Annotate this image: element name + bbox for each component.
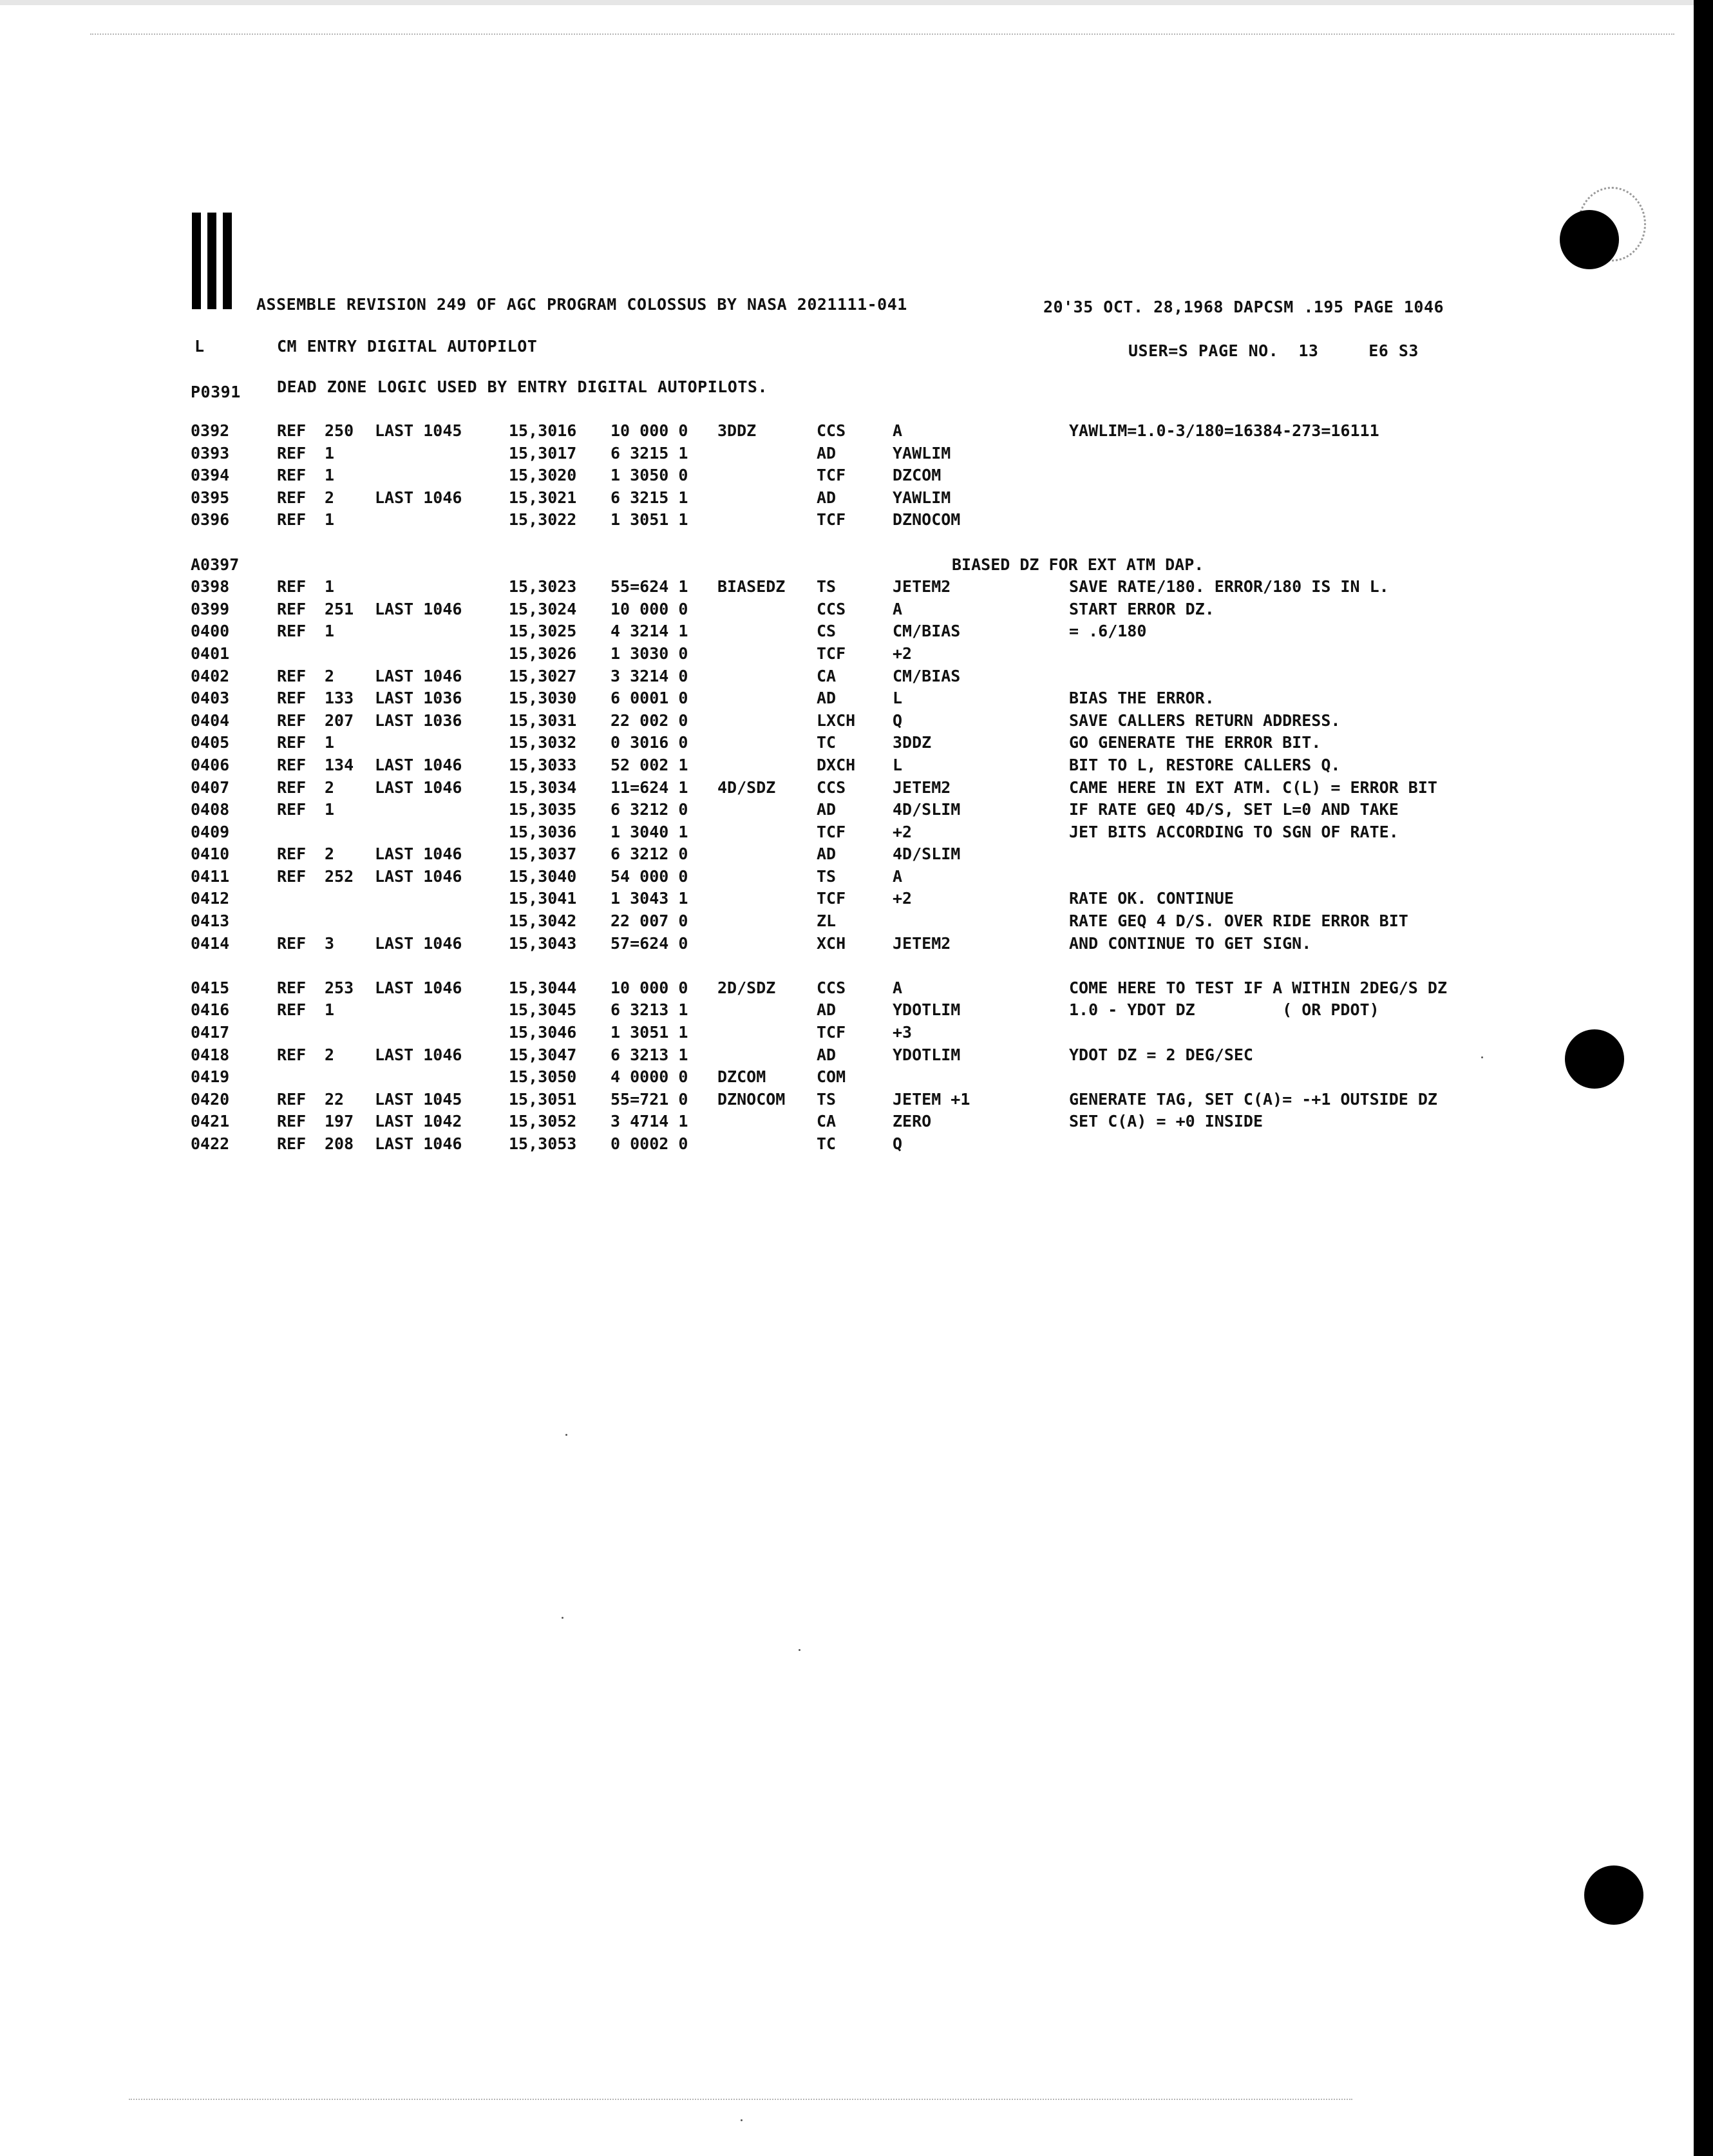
cell-operand: YAWLIM xyxy=(893,488,951,507)
cell-ref: REF xyxy=(277,577,307,596)
cell-code: 4 3214 1 xyxy=(610,622,688,641)
cell-operand: +3 xyxy=(893,1023,913,1042)
cell-code: 3 3214 0 xyxy=(610,666,688,685)
listing-row xyxy=(191,464,1543,487)
cell-code: 6 3213 1 xyxy=(610,1000,688,1020)
cell-line: 0416 xyxy=(191,1000,230,1020)
cell-addr: 15,3037 xyxy=(509,844,577,864)
cell-code: 22 007 0 xyxy=(610,911,688,931)
cell-operand: YDOTLIM xyxy=(893,1000,961,1020)
cell-addr: 15,3033 xyxy=(509,755,577,774)
listing-row xyxy=(191,443,1543,465)
scan-noise-bottom xyxy=(129,2099,1352,2100)
cell-refno: 197 xyxy=(325,1112,354,1131)
cell-op: AD xyxy=(817,689,837,708)
cell-ref: REF xyxy=(277,800,307,819)
scan-speck xyxy=(565,1434,567,1436)
cell-label: 3DDZ xyxy=(717,421,757,440)
cell-ref: REF xyxy=(277,510,307,529)
cell-line: 0393 xyxy=(191,443,230,463)
listing-row xyxy=(191,620,1543,643)
listing-row xyxy=(191,888,1543,910)
cell-op: CCS xyxy=(817,777,846,797)
listing-row xyxy=(191,710,1543,732)
cell-comment: COME HERE TO TEST IF A WITHIN 2DEG/S DZ xyxy=(1069,978,1447,997)
cell-op: LXCH xyxy=(817,711,856,730)
cell-line: 0402 xyxy=(191,666,230,685)
cell-code: 1 3051 1 xyxy=(610,510,688,529)
cell-op: CA xyxy=(817,666,837,685)
listing-row xyxy=(191,866,1543,888)
cell-operand: CM/BIAS xyxy=(893,622,961,641)
cell-comment: BIAS THE ERROR. xyxy=(1069,689,1215,708)
cell-addr: 15,3051 xyxy=(509,1089,577,1109)
listing-row xyxy=(191,665,1543,688)
cell-comment: SAVE RATE/180. ERROR/180 IS IN L. xyxy=(1069,577,1389,596)
cell-op: AD xyxy=(817,488,837,507)
cell-comment: YAWLIM=1.0-3/180=16384-273=16111 xyxy=(1069,421,1379,440)
cell-line: 0410 xyxy=(191,844,230,864)
listing-row xyxy=(191,732,1543,754)
cell-line: 0394 xyxy=(191,466,230,485)
cell-code: 3 4714 1 xyxy=(610,1112,688,1131)
cell-addr: 15,3020 xyxy=(509,466,577,485)
cell-operand: DZNOCOM xyxy=(893,510,961,529)
section-comment: BIASED DZ FOR EXT ATM DAP. xyxy=(952,555,1204,574)
listing-row xyxy=(191,999,1543,1022)
cell-last: LAST 1046 xyxy=(375,755,462,774)
cell-comment: JET BITS ACCORDING TO SGN OF RATE. xyxy=(1069,822,1399,841)
cell-code: 0 3016 0 xyxy=(610,733,688,752)
cell-label: DZNOCOM xyxy=(717,1089,786,1109)
cell-op: TCF xyxy=(817,822,846,841)
cell-ref: REF xyxy=(277,1089,307,1109)
cell-last: LAST 1046 xyxy=(375,599,462,618)
cell-operand: YDOTLIM xyxy=(893,1045,961,1064)
cell-line: 0400 xyxy=(191,622,230,641)
cell-refno: 3 xyxy=(325,933,335,953)
cell-ref: REF xyxy=(277,1112,307,1131)
cell-operand: JETEM +1 xyxy=(893,1089,970,1109)
cell-ref: REF xyxy=(277,844,307,864)
cell-line: 0406 xyxy=(191,755,230,774)
cell-comment: = .6/180 xyxy=(1069,622,1147,641)
cell-operand: A xyxy=(893,978,903,997)
cell-operand: 4D/SLIM xyxy=(893,800,961,819)
cell-op: TCF xyxy=(817,510,846,529)
cell-refno: 2 xyxy=(325,777,335,797)
cell-ref: REF xyxy=(277,488,307,507)
cell-op: CCS xyxy=(817,978,846,997)
cell-ref: REF xyxy=(277,777,307,797)
cell-code: 1 3040 1 xyxy=(610,822,688,841)
listing-row xyxy=(191,420,1543,443)
punch-hole-top xyxy=(1560,210,1619,269)
cell-refno: 208 xyxy=(325,1134,354,1153)
cell-line: 0392 xyxy=(191,421,230,440)
cell-addr: 15,3046 xyxy=(509,1023,577,1042)
cell-line: 0419 xyxy=(191,1067,230,1087)
cell-operand: DZCOM xyxy=(893,466,942,485)
cell-ref: REF xyxy=(277,689,307,708)
cell-refno: 134 xyxy=(325,755,354,774)
cell-line: 0407 xyxy=(191,777,230,797)
scan-speck xyxy=(741,2119,743,2121)
cell-op: AD xyxy=(817,1000,837,1020)
cell-comment: GO GENERATE THE ERROR BIT. xyxy=(1069,733,1321,752)
listing-row xyxy=(191,643,1543,665)
cell-line: 0395 xyxy=(191,488,230,507)
cell-op: CA xyxy=(817,1112,837,1131)
cell-code: 6 3213 1 xyxy=(610,1045,688,1064)
cell-operand: JETEM2 xyxy=(893,933,951,953)
cell-ref: REF xyxy=(277,1045,307,1064)
cell-addr: 15,3052 xyxy=(509,1112,577,1131)
cell-ref: REF xyxy=(277,421,307,440)
cell-addr: 15,3044 xyxy=(509,978,577,997)
cell-code: 1 3030 0 xyxy=(610,644,688,663)
cell-operand: YAWLIM xyxy=(893,443,951,463)
cell-comment: RATE OK. CONTINUE xyxy=(1069,889,1234,908)
cell-last: LAST 1045 xyxy=(375,421,462,440)
cell-addr: 15,3025 xyxy=(509,622,577,641)
cell-ref: REF xyxy=(277,933,307,953)
cell-refno: 133 xyxy=(325,689,354,708)
cell-last: LAST 1046 xyxy=(375,1134,462,1153)
cell-comment: SAVE CALLERS RETURN ADDRESS. xyxy=(1069,711,1341,730)
listing-row xyxy=(191,598,1543,621)
cell-line: 0411 xyxy=(191,866,230,886)
cell-addr: 15,3026 xyxy=(509,644,577,663)
cell-last: LAST 1046 xyxy=(375,978,462,997)
cell-op: TCF xyxy=(817,644,846,663)
header-subtitle: DEAD ZONE LOGIC USED BY ENTRY DIGITAL AUTOPILOTS. xyxy=(277,377,768,396)
cell-refno: 1 xyxy=(325,510,335,529)
cell-line: 0415 xyxy=(191,978,230,997)
cell-refno: 251 xyxy=(325,599,354,618)
cell-ref: REF xyxy=(277,443,307,463)
cell-ref: REF xyxy=(277,599,307,618)
listing-row xyxy=(191,933,1543,955)
cell-code: 6 3212 0 xyxy=(610,844,688,864)
cell-code: 6 3215 1 xyxy=(610,488,688,507)
punch-hole-middle xyxy=(1565,1029,1624,1089)
cell-operand: Q xyxy=(893,711,903,730)
punch-hole-bottom xyxy=(1584,1865,1643,1925)
cell-comment: RATE GEQ 4 D/S. OVER RIDE ERROR BIT xyxy=(1069,911,1408,931)
scan-speck xyxy=(562,1617,563,1619)
cell-line: 0404 xyxy=(191,711,230,730)
cell-operand: JETEM2 xyxy=(893,577,951,596)
listing-row xyxy=(191,1022,1543,1044)
cell-addr: 15,3050 xyxy=(509,1067,577,1087)
cell-code: 55=624 1 xyxy=(610,577,688,596)
cell-last: LAST 1046 xyxy=(375,777,462,797)
assembly-listing xyxy=(191,420,1543,1156)
cell-refno: 252 xyxy=(325,866,354,886)
cell-comment: SET C(A) = +0 INSIDE xyxy=(1069,1112,1263,1131)
listing-row xyxy=(191,754,1543,777)
cell-comment: YDOT DZ = 2 DEG/SEC xyxy=(1069,1045,1253,1064)
cell-operand: JETEM2 xyxy=(893,777,951,797)
cell-addr: 15,3053 xyxy=(509,1134,577,1153)
cell-line: 0417 xyxy=(191,1023,230,1042)
cell-refno: 250 xyxy=(325,421,354,440)
cell-line: 0408 xyxy=(191,800,230,819)
cell-op: TS xyxy=(817,1089,837,1109)
cell-operand: A xyxy=(893,866,903,886)
cell-refno: 2 xyxy=(325,844,335,864)
cell-addr: 15,3031 xyxy=(509,711,577,730)
listing-spacer xyxy=(191,531,1543,554)
cell-refno: 1 xyxy=(325,733,335,752)
cell-ref: REF xyxy=(277,866,307,886)
scan-page-edge xyxy=(1694,0,1713,2156)
cell-code: 10 000 0 xyxy=(610,599,688,618)
cell-addr: 15,3032 xyxy=(509,733,577,752)
cell-comment: START ERROR DZ. xyxy=(1069,599,1215,618)
cell-line: 0403 xyxy=(191,689,230,708)
cell-op: AD xyxy=(817,1045,837,1064)
cell-last: LAST 1036 xyxy=(375,711,462,730)
listing-row xyxy=(191,1111,1543,1133)
cell-op: COM xyxy=(817,1067,846,1087)
listing-row xyxy=(191,843,1543,866)
cell-op: CCS xyxy=(817,599,846,618)
cell-line: 0399 xyxy=(191,599,230,618)
header-section-title: CM ENTRY DIGITAL AUTOPILOT xyxy=(277,337,538,356)
cell-last: LAST 1046 xyxy=(375,844,462,864)
cell-operand: +2 xyxy=(893,822,913,841)
cell-comment: CAME HERE IN EXT ATM. C(L) = ERROR BIT xyxy=(1069,777,1437,797)
listing-row xyxy=(191,910,1543,933)
cell-addr: 15,3047 xyxy=(509,1045,577,1064)
cell-code: 1 3043 1 xyxy=(610,889,688,908)
cell-code: 55=721 0 xyxy=(610,1089,688,1109)
cell-code: 4 0000 0 xyxy=(610,1067,688,1087)
cell-code: 1 3050 0 xyxy=(610,466,688,485)
cell-code: 22 002 0 xyxy=(610,711,688,730)
cell-code: 0 0002 0 xyxy=(610,1134,688,1153)
cell-refno: 253 xyxy=(325,978,354,997)
cell-refno: 1 xyxy=(325,466,335,485)
cell-op: AD xyxy=(817,443,837,463)
cell-code: 1 3051 1 xyxy=(610,1023,688,1042)
cell-comment: AND CONTINUE TO GET SIGN. xyxy=(1069,933,1312,953)
cell-operand: L xyxy=(893,689,903,708)
cell-refno: 2 xyxy=(325,488,335,507)
cell-ref: REF xyxy=(277,622,307,641)
cell-code: 6 3212 0 xyxy=(610,800,688,819)
cell-comment: BIT TO L, RESTORE CALLERS Q. xyxy=(1069,755,1341,774)
cell-ref: REF xyxy=(277,755,307,774)
cell-operand: +2 xyxy=(893,889,913,908)
cell-ref: REF xyxy=(277,978,307,997)
cell-line: 0409 xyxy=(191,822,230,841)
cell-comment: IF RATE GEQ 4D/S, SET L=0 AND TAKE xyxy=(1069,800,1399,819)
cell-line: 0414 xyxy=(191,933,230,953)
listing-row xyxy=(191,1044,1543,1067)
cell-code: 6 0001 0 xyxy=(610,689,688,708)
cell-refno: 207 xyxy=(325,711,354,730)
cell-ref: REF xyxy=(277,666,307,685)
listing-row xyxy=(191,509,1543,531)
listing-row xyxy=(191,687,1543,710)
cell-refno: 22 xyxy=(325,1089,345,1109)
listing-section-row xyxy=(191,554,1543,577)
cell-label: 2D/SDZ xyxy=(717,978,776,997)
cell-last: LAST 1046 xyxy=(375,933,462,953)
cell-op: AD xyxy=(817,844,837,864)
cell-line: 0421 xyxy=(191,1112,230,1131)
cell-last: LAST 1046 xyxy=(375,1045,462,1064)
scan-top-edge xyxy=(0,0,1713,5)
cell-comment: 1.0 - YDOT DZ ( OR PDOT) xyxy=(1069,1000,1379,1020)
listing-spacer xyxy=(191,955,1543,977)
scan-speck xyxy=(799,1649,800,1651)
cell-addr: 15,3022 xyxy=(509,510,577,529)
cell-comment: GENERATE TAG, SET C(A)= -+1 OUTSIDE DZ xyxy=(1069,1089,1437,1109)
header-prefix: L xyxy=(194,337,205,356)
cell-addr: 15,3036 xyxy=(509,822,577,841)
cell-line: 0413 xyxy=(191,911,230,931)
cell-addr: 15,3034 xyxy=(509,777,577,797)
scan-speck xyxy=(1481,1056,1483,1058)
cell-addr: 15,3027 xyxy=(509,666,577,685)
cell-op: XCH xyxy=(817,933,846,953)
cell-line: 0418 xyxy=(191,1045,230,1064)
listing-row xyxy=(191,977,1543,1000)
cell-code: 6 3215 1 xyxy=(610,443,688,463)
cell-addr: 15,3045 xyxy=(509,1000,577,1020)
cell-ref: REF xyxy=(277,1000,307,1020)
cell-ref: REF xyxy=(277,711,307,730)
cell-operand: 4D/SLIM xyxy=(893,844,961,864)
cell-label: BIASEDZ xyxy=(717,577,786,596)
cell-addr: 15,3042 xyxy=(509,911,577,931)
cell-last: LAST 1046 xyxy=(375,866,462,886)
cell-line: 0401 xyxy=(191,644,230,663)
cell-last: LAST 1042 xyxy=(375,1112,462,1131)
cell-op: TS xyxy=(817,577,837,596)
cell-operand: A xyxy=(893,599,903,618)
cell-operand: L xyxy=(893,755,903,774)
cell-op: TCF xyxy=(817,889,846,908)
listing-row xyxy=(191,1089,1543,1111)
cell-op: DXCH xyxy=(817,755,856,774)
cell-op: AD xyxy=(817,800,837,819)
cell-addr: 15,3040 xyxy=(509,866,577,886)
cell-operand: Q xyxy=(893,1134,903,1153)
line-number: A0397 xyxy=(191,555,240,574)
cell-addr: 15,3041 xyxy=(509,889,577,908)
listing-row xyxy=(191,799,1543,821)
cell-addr: 15,3043 xyxy=(509,933,577,953)
listing-row xyxy=(191,1066,1543,1089)
header-user-page: USER=S PAGE NO. 13 E6 S3 xyxy=(1128,341,1419,360)
cell-last: LAST 1046 xyxy=(375,666,462,685)
cell-op: TCF xyxy=(817,466,846,485)
cell-last: LAST 1046 xyxy=(375,488,462,507)
cell-code: 11=624 1 xyxy=(610,777,688,797)
cell-refno: 1 xyxy=(325,443,335,463)
cell-line: 0412 xyxy=(191,889,230,908)
cell-line: 0396 xyxy=(191,510,230,529)
cell-line: 0422 xyxy=(191,1134,230,1153)
cell-refno: 1 xyxy=(325,1000,335,1020)
cell-addr: 15,3035 xyxy=(509,800,577,819)
cell-op: TC xyxy=(817,733,837,752)
listing-row xyxy=(191,487,1543,510)
cell-last: LAST 1045 xyxy=(375,1089,462,1109)
cell-line: 0420 xyxy=(191,1089,230,1109)
listing-row xyxy=(191,576,1543,598)
cell-refno: 2 xyxy=(325,1045,335,1064)
cell-refno: 1 xyxy=(325,800,335,819)
cell-addr: 15,3023 xyxy=(509,577,577,596)
cell-line: 0398 xyxy=(191,577,230,596)
header-date-page: 20'35 OCT. 28,1968 DAPCSM .195 PAGE 1046 xyxy=(1043,298,1444,316)
cell-op: TCF xyxy=(817,1023,846,1042)
cell-op: TS xyxy=(817,866,837,886)
scan-noise-top xyxy=(90,33,1674,35)
listing-row xyxy=(191,777,1543,799)
cell-code: 10 000 0 xyxy=(610,421,688,440)
binder-mark xyxy=(192,213,234,309)
cell-last: LAST 1036 xyxy=(375,689,462,708)
cell-label: 4D/SDZ xyxy=(717,777,776,797)
cell-refno: 1 xyxy=(325,622,335,641)
cell-op: CS xyxy=(817,622,837,641)
cell-ref: REF xyxy=(277,1134,307,1153)
cell-op: TC xyxy=(817,1134,837,1153)
cell-operand: 3DDZ xyxy=(893,733,932,752)
cell-operand: ZERO xyxy=(893,1112,932,1131)
header-subtitle-code: P0391 xyxy=(191,383,241,401)
cell-refno: 1 xyxy=(325,577,335,596)
cell-operand: CM/BIAS xyxy=(893,666,961,685)
cell-addr: 15,3016 xyxy=(509,421,577,440)
cell-addr: 15,3017 xyxy=(509,443,577,463)
cell-op: ZL xyxy=(817,911,837,931)
cell-label: DZCOM xyxy=(717,1067,766,1087)
listing-row xyxy=(191,1133,1543,1156)
cell-addr: 15,3024 xyxy=(509,599,577,618)
cell-ref: REF xyxy=(277,466,307,485)
cell-ref: REF xyxy=(277,733,307,752)
cell-code: 54 000 0 xyxy=(610,866,688,886)
cell-op: CCS xyxy=(817,421,846,440)
listing-row xyxy=(191,821,1543,844)
cell-addr: 15,3021 xyxy=(509,488,577,507)
cell-code: 52 002 1 xyxy=(610,755,688,774)
cell-code: 10 000 0 xyxy=(610,978,688,997)
cell-operand: +2 xyxy=(893,644,913,663)
cell-addr: 15,3030 xyxy=(509,689,577,708)
cell-line: 0405 xyxy=(191,733,230,752)
cell-refno: 2 xyxy=(325,666,335,685)
header-title: ASSEMBLE REVISION 249 OF AGC PROGRAM COLOSSUS BY NASA 2021111-041 xyxy=(256,295,907,314)
cell-code: 57=624 0 xyxy=(610,933,688,953)
cell-operand: A xyxy=(893,421,903,440)
